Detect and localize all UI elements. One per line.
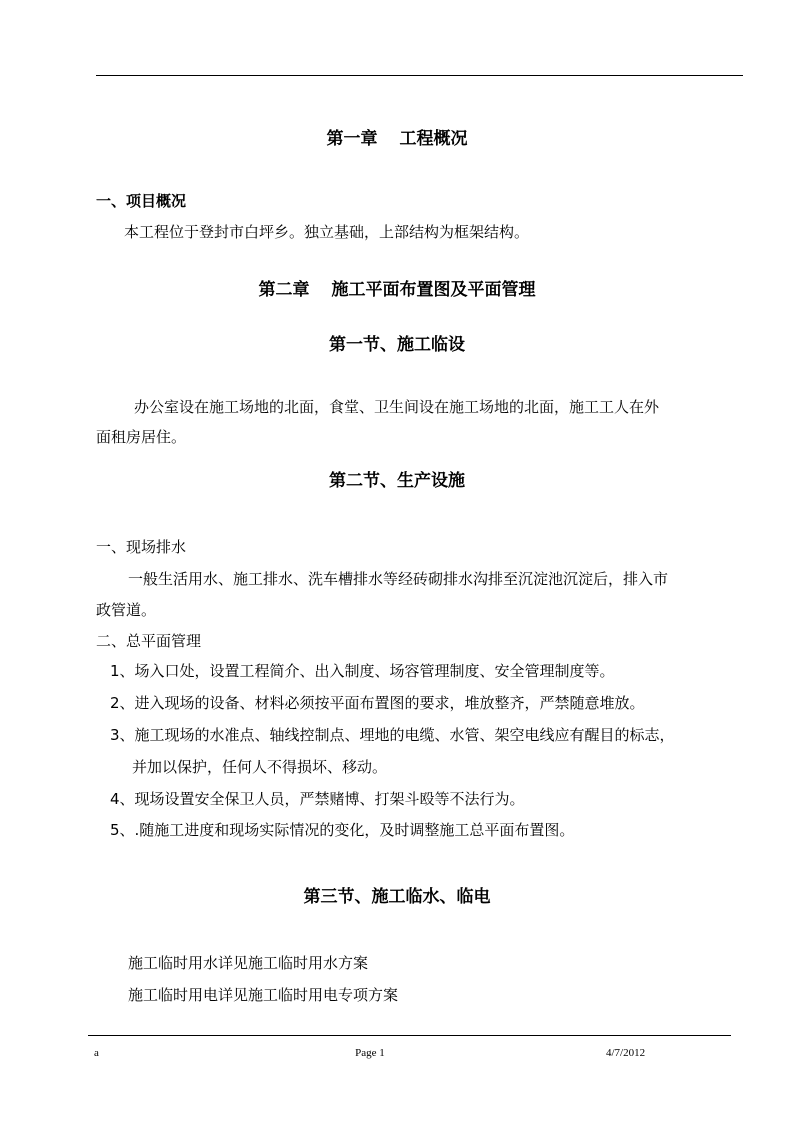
management-item: 1、场入口处，设置工程简介、出入制度、场容管理制度、安全管理制度等。 <box>110 662 615 680</box>
drainage-heading: 一、现场排水 <box>96 538 187 556</box>
management-item: 4、现场设置安全保卫人员，严禁赌博、打架斗殴等不法行为。 <box>110 790 525 808</box>
project-overview-heading: 一、项目概况 <box>96 192 187 210</box>
management-item: 5、.随施工进度和现场实际情况的变化，及时调整施工总平面布置图。 <box>110 821 575 839</box>
chapter-2-number: 第二章 <box>258 280 310 300</box>
section-1-text-line-2: 面租房居住。 <box>96 428 187 446</box>
footer-date: 4/7/2012 <box>606 1047 646 1059</box>
chapter-2-title: 施工平面布置图及平面管理 <box>331 280 536 300</box>
drainage-text-line-1: 一般生活用水、施工排水、洗车槽排水等经砖砌排水沟排至沉淀池沉淀后，排入市 <box>128 570 669 588</box>
chapter-1-number: 第一章 <box>326 129 378 149</box>
section-3-text-line-2: 施工临时用电详见施工临时用电专项方案 <box>128 986 399 1004</box>
footer-rule <box>88 1035 731 1036</box>
management-item: 2、进入现场的设备、材料必须按平面布置图的要求，堆放整齐，严禁随意堆放。 <box>110 694 645 712</box>
section-1-title: 第一节、施工临设 <box>329 335 465 355</box>
site-management-heading: 二、总平面管理 <box>96 632 202 650</box>
chapter-1-title: 工程概况 <box>399 129 468 149</box>
section-3-title: 第三节、施工临水、临电 <box>303 887 491 907</box>
header-rule <box>96 75 743 76</box>
footer-page-number: Page 1 <box>355 1047 385 1059</box>
section-2-title: 第二节、生产设施 <box>329 471 465 491</box>
section-3-text-line-1: 施工临时用水详见施工临时用水方案 <box>128 954 369 972</box>
drainage-text-line-2: 政管道。 <box>96 601 157 619</box>
chapter-1-heading <box>0 128 794 150</box>
footer-left-text: a <box>94 1047 99 1059</box>
section-1-text-line-1: 办公室设在施工场地的北面，食堂、卫生间设在施工场地的北面，施工工人在外 <box>134 398 660 416</box>
management-item: 3、施工现场的水准点、轴线控制点、埋地的电缆、水管、架空电线应有醒目的标志， <box>110 726 675 744</box>
project-overview-text: 本工程位于登封市白坪乡。独立基础，上部结构为框架结构。 <box>124 223 530 241</box>
chapter-2-heading <box>0 279 794 301</box>
management-item-continuation: 并加以保护，任何人不得损坏、移动。 <box>132 758 388 776</box>
